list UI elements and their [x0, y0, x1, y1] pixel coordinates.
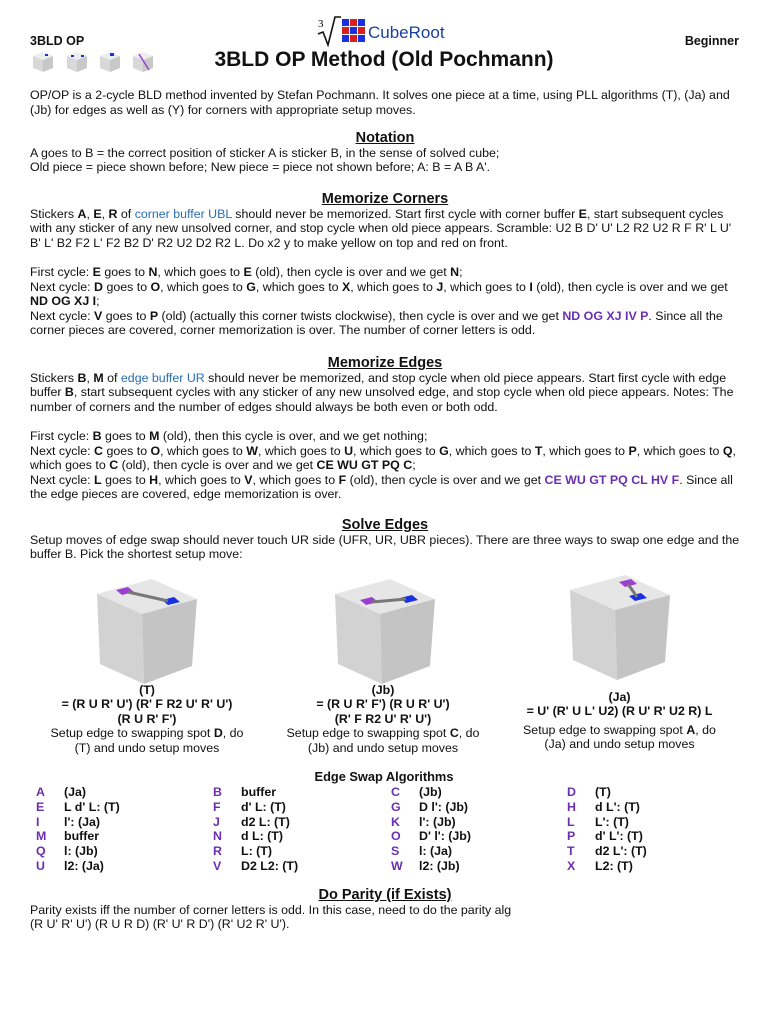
- sticker-letter: N: [213, 829, 222, 844]
- solve-edges-text: Setup moves of edge swap should never touch UR side (UFR, UR, UBR pieces). There are three ways to swap one edge and the buffer B. Pick the shortest setup move:: [30, 532, 740, 562]
- corner-cycle-3: Next cycle: V goes to P (old) (actually this corner twists clockwise), then cycle is over and we get ND OG XJ IV P. Since all the corner pieces are covered, corner memorization is over. The number of corner letters is odd.: [30, 308, 723, 338]
- sticker-letter: L: [567, 814, 575, 829]
- edge-swap-table-title: Edge Swap Algorithms: [314, 769, 454, 784]
- alg-t: (T) = (R U R' U') (R' F R2 U' R' U') (R U R' F') Setup edge to swapping spot D, do (T) and undo setup moves: [50, 683, 244, 755]
- edges-paragraph: Stickers B, M of edge buffer UR should never be memorized, and stop cycle when old piece appears. Start first cycle with edge buffer B, start subsequent cycles with any sticker of any new unsolved edge, and stop cycle when old piece appears. Notes: The number of corners and the number of edges should always be both even or both odd.: [30, 370, 734, 414]
- sticker-letter: X: [567, 858, 576, 873]
- table-row: [567, 829, 742, 844]
- swap-algorithm: buffer: [241, 785, 277, 799]
- sticker-letter: B: [213, 785, 222, 799]
- sticker-letter: U: [36, 858, 45, 873]
- table-row: [36, 800, 211, 815]
- table-row: [567, 785, 742, 800]
- table-row: [391, 800, 566, 815]
- table-row: [391, 829, 566, 844]
- sticker-letter: R: [213, 844, 222, 859]
- cube-figure-t: [92, 574, 202, 689]
- sticker-letter: O: [391, 829, 401, 844]
- swap-algorithm: (T): [595, 785, 611, 799]
- swap-algorithm: L d' L: (T): [64, 799, 120, 814]
- swap-algorithm: d' L': (T): [595, 829, 643, 844]
- parity-heading: Do Parity (if Exists): [318, 887, 452, 903]
- table-row: [36, 815, 211, 830]
- table-row: [567, 800, 742, 815]
- swap-algorithm: (Jb): [419, 785, 442, 799]
- notation-line-2: Old piece = piece shown before; New piece = piece not shown before; A: B = A B A'.: [30, 160, 491, 175]
- table-row: [567, 859, 742, 874]
- alg-ja: (Ja) = U' (R' U L' U2) (R U' R' U2 R) L Setup edge to swapping spot A, do (Ja) and undo setup moves: [523, 690, 716, 752]
- intro-paragraph: OP/OP is a 2-cycle BLD method invented by Stefan Pochmann. It solves one piece at a time, using PLL algorithms (T), (Ja) and (Jb) for edges as well as (Y) for corners with appropriate setup moves.: [30, 88, 730, 117]
- corner-cycle-2: Next cycle: D goes to O, which goes to G, which goes to X, which goes to J, which goes to I (old), then cycle is over and we get ND OG XJ I;: [30, 279, 728, 309]
- logo-radical-index: 3: [318, 18, 324, 30]
- table-row: [213, 800, 388, 815]
- cube-figure-jb: [330, 574, 440, 689]
- mini-cube-icon: [33, 52, 53, 72]
- swap-algorithm: d2 L': (T): [595, 844, 647, 859]
- swap-algorithm: buffer: [64, 829, 100, 844]
- mini-cube-icon: [133, 52, 153, 72]
- table-row: [213, 815, 388, 830]
- cube-figure-ja: [565, 570, 675, 685]
- table-row: [391, 859, 566, 874]
- swap-algorithm: l': (Ja): [64, 814, 100, 829]
- sticker-letter: G: [391, 799, 401, 814]
- swap-algorithm: L': (T): [595, 814, 629, 829]
- alg-jb: (Jb) = (R U R' F') (R U R' U') (R' F R2 U' R' U') Setup edge to swapping spot C, do (Jb) and undo setup moves: [286, 683, 480, 755]
- sticker-letter: H: [567, 799, 576, 814]
- memorize-corners-heading: Memorize Corners: [321, 191, 449, 207]
- table-row: [36, 844, 211, 859]
- page-title: 3BLD OP Method (Old Pochmann): [214, 48, 554, 71]
- parity-line-2: (R U' R' U') (R U R D) (R' U' R D') (R' U2 R' U').: [30, 917, 290, 932]
- sticker-letter: S: [391, 844, 400, 859]
- swap-algorithm: D2 L2: (T): [241, 858, 299, 873]
- swap-algorithm: l: (Ja): [419, 844, 453, 859]
- swap-algorithm: d' L: (T): [241, 799, 286, 814]
- swap-algorithm: l': (Jb): [419, 814, 456, 829]
- header-cube-icons: [31, 50, 156, 74]
- swap-algorithm: d L': (T): [595, 799, 640, 814]
- table-column: [567, 785, 742, 874]
- notation-section: [30, 131, 740, 175]
- sticker-letter: E: [36, 799, 45, 814]
- mini-cube-icon: [67, 52, 87, 72]
- memorize-corners-section: [30, 192, 740, 338]
- sticker-letter: M: [36, 829, 47, 844]
- table-row: [36, 859, 211, 874]
- table-row: [213, 844, 388, 859]
- solve-edges-section: [30, 518, 740, 562]
- table-row: [213, 859, 388, 874]
- swap-algorithm: L2: (T): [595, 858, 633, 873]
- table-column: [213, 785, 388, 874]
- edge-cycle-3: Next cycle: L goes to H, which goes to V, which goes to F (old), then cycle is over and we get CE WU GT PQ CL HV F. Since all the edge pieces are covered, edge memorization is over.: [30, 472, 733, 502]
- table-row: [213, 785, 388, 800]
- swap-algorithm: d2 L: (T): [241, 814, 290, 829]
- sticker-letter: Q: [36, 844, 46, 859]
- table-row: [391, 785, 566, 800]
- edge-cycle-2: Next cycle: C goes to O, which goes to W, which goes to U, which goes to G, which goes to T, which goes to P, which goes to Q, which goes to C (old), then cycle is over and we get CE WU GT PQ C;: [30, 443, 736, 473]
- corners-paragraph: Stickers A, E, R of corner buffer UBL should never be memorized. Start first cycle with corner buffer E, start subsequent cycles with any sticker of any new unsolved corner, and stop cycle when old piece appears. Scramble: U2 B D' U' L2 R2 U2 R F R' L U' B' L' B2 F2 L' F2 B2 D' R2 U2 D2 R2 L. Do x2 y to make yellow on top and red on front.: [30, 206, 732, 250]
- sticker-letter: I: [36, 814, 40, 829]
- sticker-letter: K: [391, 814, 400, 829]
- swap-algorithm: L: (T): [241, 844, 272, 859]
- edge-buffer-link[interactable]: edge buffer UR: [120, 370, 205, 385]
- sticker-letter: C: [391, 785, 400, 799]
- table-row: [36, 829, 211, 844]
- table-row: [36, 785, 211, 800]
- notation-line-1: A goes to B = the correct position of sticker A is sticker B, in the sense of solved cube;: [30, 145, 500, 160]
- sticker-letter: D: [567, 785, 576, 799]
- sticker-letter: P: [567, 829, 576, 844]
- cuberoot-logo: [316, 14, 486, 48]
- table-row: [391, 815, 566, 830]
- level-label-left: 3BLD OP: [30, 34, 85, 48]
- table-row: [391, 844, 566, 859]
- sticker-letter: T: [567, 844, 575, 859]
- swap-algorithm: D' l': (Jb): [419, 829, 472, 844]
- sticker-letter: J: [213, 814, 220, 829]
- table-row: [567, 815, 742, 830]
- swap-algorithm: D l': (Jb): [419, 799, 469, 814]
- corner-buffer-link[interactable]: corner buffer UBL: [134, 206, 232, 221]
- level-label-right: Beginner: [684, 34, 739, 48]
- parity-line-1: Parity exists iff the number of corner letters is odd. In this case, need to do the parity alg: [30, 902, 512, 917]
- memorize-edges-heading: Memorize Edges: [327, 355, 443, 371]
- swap-algorithm: l2: (Jb): [419, 858, 460, 873]
- sticker-letter: F: [213, 799, 221, 814]
- memorize-edges-section: [30, 356, 740, 502]
- mini-cube-icon: [100, 52, 120, 72]
- swap-algorithm: l2: (Ja): [64, 858, 104, 873]
- edge-cycle-1: First cycle: B goes to M (old), then this cycle is over, and we get nothing;: [30, 428, 428, 443]
- sticker-letter: V: [213, 858, 222, 873]
- swap-algorithm: d L: (T): [241, 829, 283, 844]
- table-column: [36, 785, 211, 874]
- parity-section: [30, 888, 740, 932]
- swap-algorithm: l: (Jb): [64, 844, 98, 859]
- logo-text: CubeRoot: [368, 23, 445, 42]
- table-row: [567, 844, 742, 859]
- table-column: [391, 785, 566, 874]
- sticker-letter: A: [36, 785, 45, 799]
- corner-cycle-1: First cycle: E goes to N, which goes to E (old), then cycle is over and we get N;: [30, 264, 463, 279]
- table-row: [213, 829, 388, 844]
- swap-algorithm: (Ja): [64, 785, 87, 799]
- solve-edges-heading: Solve Edges: [341, 517, 429, 533]
- sticker-letter: W: [391, 858, 403, 873]
- notation-heading: Notation: [355, 130, 415, 146]
